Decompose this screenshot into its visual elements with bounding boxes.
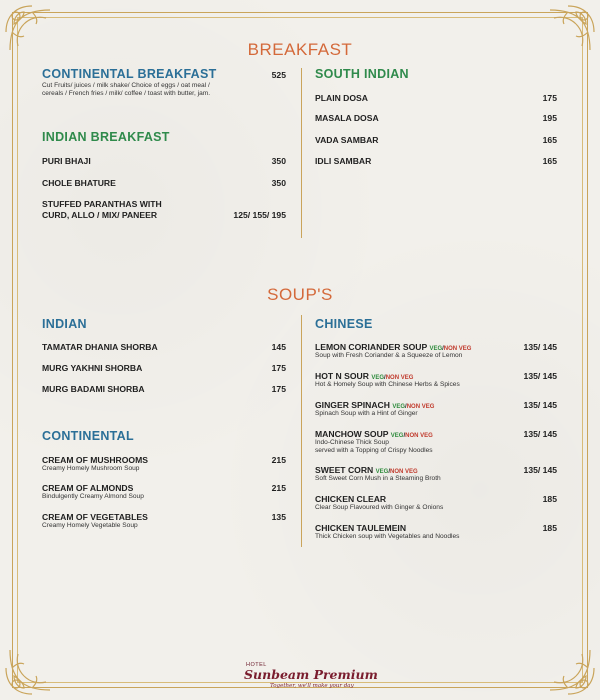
item-description: Creamy Homely Mushroom Soup — [42, 465, 140, 472]
item-description: Cut Fruits/ juices / milk shake/ Choice of eggs / oat meal / — [42, 82, 210, 89]
section-title-soups: SOUP'S — [267, 285, 333, 304]
item-name-text: SWEET CORN — [315, 465, 374, 475]
menu-item-name: MURG YAKHNI SHORBA — [42, 363, 143, 373]
menu-item-name: PURI BHAJI — [42, 156, 91, 166]
category-chinese-soups: CHINESE — [315, 317, 373, 331]
item-description: Thick Chicken soup with Vegetables and Noodles — [315, 533, 460, 540]
menu-item-name: MASALA DOSA — [315, 113, 379, 123]
item-price: 135/ 145 — [523, 429, 557, 439]
item-description: Hot & Homely Soup with Chinese Herbs & Spices — [315, 381, 460, 388]
category-continental-soups: CONTINENTAL — [42, 429, 134, 443]
menu-item-name: IDLI SAMBAR — [315, 156, 372, 166]
item-name-text: LEMON CORIANDER SOUP — [315, 342, 428, 352]
menu-item-name: CHICKEN TAULEMEIN — [315, 523, 407, 533]
category-indian-breakfast: INDIAN BREAKFAST — [42, 130, 170, 144]
veg-tag: VEG — [390, 433, 404, 439]
corner-ornament-icon — [540, 640, 598, 698]
menu-item-name: PLAIN DOSA — [315, 93, 368, 103]
item-price: 215 — [271, 455, 286, 465]
item-description: Creamy Homely Vegetable Soup — [42, 522, 138, 529]
item-price: 135 — [271, 512, 286, 522]
item-price: 185 — [542, 523, 557, 533]
menu-item-name: VADA SAMBAR — [315, 135, 379, 145]
category-indian-soups: INDIAN — [42, 317, 87, 331]
tag-separator: / — [384, 375, 386, 381]
menu-item-name: STUFFED PARANTHAS WITH — [42, 199, 162, 209]
menu-item-name: CREAM OF ALMONDS — [42, 483, 134, 493]
nonveg-tag: NON VEG — [443, 346, 472, 352]
item-price: 135/ 145 — [523, 465, 557, 475]
tag-separator: / — [403, 433, 406, 439]
item-description: Bindulgently Creamy Almond Soup — [42, 493, 144, 500]
menu-item-name: MURG BADAMI SHORBA — [42, 384, 145, 394]
veg-tag: VEG — [429, 346, 443, 352]
category-south-indian: SOUTH INDIAN — [315, 67, 409, 81]
item-price: 525 — [271, 70, 286, 80]
item-description: Soup with Fresh Coriander & a Squeeze of Lemon — [315, 352, 463, 359]
item-name-text: HOT N SOUR — [315, 371, 369, 381]
corner-ornament-icon — [2, 640, 60, 698]
category-continental-breakfast: CONTINENTAL BREAKFAST — [42, 67, 217, 81]
item-name-text: GINGER SPINACH — [315, 400, 390, 410]
tag-separator: / — [388, 469, 390, 475]
item-price: 145 — [271, 342, 286, 352]
menu-item-name: CHOLE BHATURE — [42, 178, 116, 188]
item-description: Soft Sweet Corn Mush in a Steaming Broth — [315, 475, 441, 482]
menu-item-name: CREAM OF MUSHROOMS — [42, 455, 148, 465]
nonveg-tag: NON VEG — [385, 375, 414, 381]
item-price: 125/ 155/ 195 — [233, 210, 286, 220]
menu-item-name: CREAM OF VEGETABLES — [42, 512, 148, 522]
menu-item-name: TAMATAR DHANIA SHORBA — [42, 342, 158, 352]
item-price: 215 — [271, 483, 286, 493]
item-price: 350 — [271, 178, 286, 188]
item-price: 165 — [542, 156, 557, 166]
item-description: Spinach Soup with a Hint of Ginger — [315, 410, 418, 417]
nonveg-tag: NON VEG — [406, 404, 435, 410]
veg-tag: VEG — [392, 404, 406, 410]
hotel-logo: Sunbeam Premium — [244, 667, 378, 682]
item-price: 175 — [542, 93, 557, 103]
item-name-text: MANCHOW SOUP — [315, 429, 389, 439]
item-price: 195 — [542, 113, 557, 123]
item-price: 135/ 145 — [523, 400, 557, 410]
veg-tag: VEG — [371, 375, 385, 381]
item-price: 185 — [542, 494, 557, 504]
section-title-breakfast: BREAKFAST — [247, 40, 353, 59]
item-description: served with a Topping of Crispy Noodles — [315, 447, 433, 454]
item-price: 135/ 145 — [523, 371, 557, 381]
column-divider — [301, 68, 302, 238]
item-description: Indo-Chinese Thick Soup — [315, 439, 389, 446]
logo-hotel-label: HOTEL — [246, 662, 267, 668]
nonveg-tag: NON VEG — [389, 469, 418, 475]
menu-item-name: CHICKEN CLEAR — [315, 494, 387, 504]
column-divider — [301, 315, 302, 547]
tag-separator: / — [405, 404, 407, 410]
item-price: 165 — [542, 135, 557, 145]
veg-tag: VEG — [375, 469, 389, 475]
item-description: cereals / French fries / milk/ coffee / toast with butter, jam. — [42, 90, 211, 97]
nonveg-tag: NON VEG — [405, 433, 433, 439]
item-price: 135/ 145 — [523, 342, 557, 352]
item-price: 175 — [271, 384, 286, 394]
logo-tagline: Together, we'll make your day — [270, 683, 354, 689]
menu-item-name-line2: CURD, ALLO / MIX/ PANEER — [42, 210, 158, 220]
tag-separator: / — [442, 346, 444, 352]
item-price: 350 — [271, 156, 286, 166]
item-price: 175 — [271, 363, 286, 373]
item-description: Clear Soup Flavoured with Ginger & Onions — [315, 504, 444, 511]
